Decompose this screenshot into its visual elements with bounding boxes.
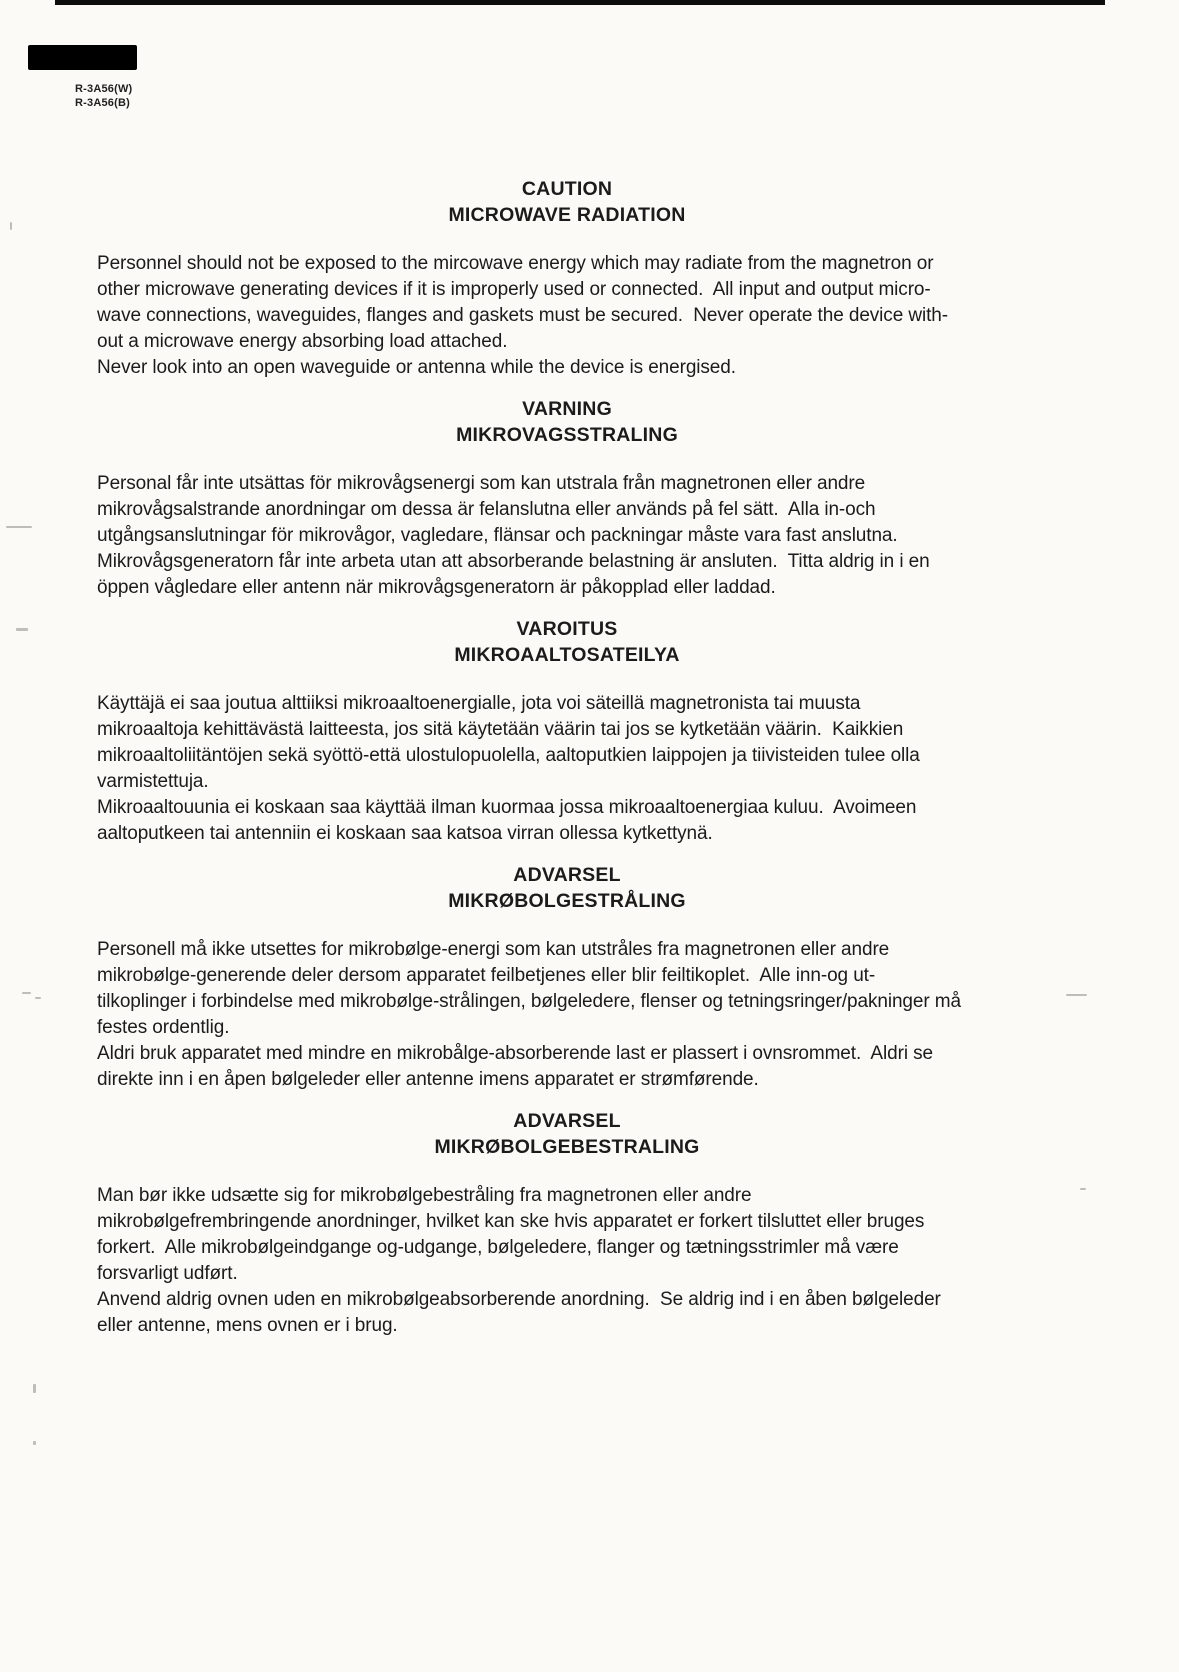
text-line: Mikrovågsgeneratorn får inte arbeta utan att absorberande belastning är ansluten. Titta aldrig in i en xyxy=(97,551,930,572)
section-heading-subject: MICROWAVE RADIATION xyxy=(448,204,686,226)
text-line: forsvarligt udført. xyxy=(97,1263,238,1284)
section-caution-english xyxy=(97,176,1037,381)
scan-artifact xyxy=(33,1441,36,1445)
text-line: Man bør ikke udsætte sig for mikrobølgebestråling fra magnetronen eller andre xyxy=(97,1185,752,1206)
section-heading-subject: MIKRØBOLGEBESTRALING xyxy=(434,1136,700,1158)
model-numbers xyxy=(75,82,132,110)
text-line: Mikroaaltouunia ei koskaan saa käyttää ilman kuormaa jossa mikroaaltoenergiaa kuluu. Avoimeen xyxy=(97,797,917,818)
section-varning-swedish xyxy=(97,396,1037,601)
text-line: direkte inn i en åpen bølgeleder eller antenne imens apparatet er strømførende. xyxy=(97,1069,759,1090)
text-line: mikrobølge-generende deler dersom apparatet feilbetjenes eller blir feiltikoplet. Alle inn-og ut- xyxy=(97,965,876,986)
section-heading-subject: MIKRØBOLGESTRÅLING xyxy=(448,890,686,912)
section-body xyxy=(97,691,1037,847)
registration-black-bar xyxy=(28,45,137,70)
text-line: Anvend aldrig ovnen uden en mikrobølgeabsorberende anordning. Se aldrig ind i en åben bølgeleder xyxy=(97,1289,941,1310)
scan-artifact xyxy=(10,222,12,230)
text-line: mikroaaltoja kehittävästä laitteesta, jos sitä käytetään väärin tai jos se kytketään väärin. Kaikkien xyxy=(97,719,904,740)
section-heading xyxy=(97,616,1037,668)
text-line: mikrovågsalstrande anordningar om dessa är felanslutna eller används på fel sätt. Alla in-och xyxy=(97,499,876,520)
section-body xyxy=(97,1183,1037,1339)
text-line: Käyttäjä ei saa joutua alttiiksi mikroaaltoenergialle, jota voi säteillä magnetronista tai muusta xyxy=(97,693,861,714)
section-heading xyxy=(97,862,1037,914)
section-heading-subject: MIKROAALTOSATEILYA xyxy=(454,644,680,666)
text-line: out a microwave energy absorbing load attached. xyxy=(97,331,508,352)
section-heading xyxy=(97,176,1037,228)
text-line: mikrobølgefrembringende anordninger, hvilket kan ske hvis apparatet er forkert tilsluttet eller bruges xyxy=(97,1211,925,1232)
scan-artifact xyxy=(33,1384,36,1393)
text-line: öppen vågledare eller antenn när mikrovågsgeneratorn är påkopplad eller laddad. xyxy=(97,577,776,598)
section-heading xyxy=(97,1108,1037,1160)
scan-artifact xyxy=(35,997,41,999)
section-advarsel-norwegian xyxy=(97,862,1037,1093)
scan-artifact xyxy=(1080,1188,1086,1190)
scan-artifact xyxy=(6,526,32,528)
text-line: Personal får inte utsättas för mikrovågsenergi som kan utstrala från magnetronen eller andre xyxy=(97,473,866,494)
text-line: Aldri bruk apparatet med mindre en mikrobålge-absorberende last er plassert i ovnsrommet. Aldri se xyxy=(97,1043,933,1064)
text-line: festes ordentlig. xyxy=(97,1017,230,1038)
section-heading-word: ADVARSEL xyxy=(513,1110,621,1132)
section-heading-word: VARNING xyxy=(522,398,612,420)
section-body xyxy=(97,937,1037,1093)
text-line: forkert. Alle mikrobølgeindgange og-udgange, bølgeledere, flanger og tætningsstrimler må være xyxy=(97,1237,899,1258)
section-heading-word: ADVARSEL xyxy=(513,864,621,886)
text-line: mikroaaltoliitäntöjen sekä syöttö-että ulostulopuolella, aaltoputkien laippojen ja tiivisteiden tulee olla xyxy=(97,745,920,766)
section-body xyxy=(97,471,1037,601)
scan-artifact xyxy=(16,628,28,631)
text-line: other microwave generating devices if it is improperly used or connected. All input and output micro- xyxy=(97,279,931,300)
text-line: tilkoplinger i forbindelse med mikrobølge-strålingen, bølgeledere, flenser og tetningsringer/pakninger må xyxy=(97,991,961,1012)
text-line: eller antenne, mens ovnen er i brug. xyxy=(97,1315,398,1336)
text-line: Never look into an open waveguide or antenna while the device is energised. xyxy=(97,357,736,378)
section-heading-subject: MIKROVAGSSTRALING xyxy=(456,424,678,446)
model-number-line: R-3A56(W) xyxy=(75,83,133,95)
text-line: aaltoputkeen tai antenniin ei koskaan saa katsoa virran ollessa kytkettynä. xyxy=(97,823,713,844)
text-line: wave connections, waveguides, flanges and gaskets must be secured. Never operate the device with- xyxy=(97,305,948,326)
scan-artifact xyxy=(22,992,31,994)
section-body xyxy=(97,251,1037,381)
text-line: Personell må ikke utsettes for mikrobølge-energi som kan utstråles fra magnetronen eller andre xyxy=(97,939,890,960)
section-advarsel-danish xyxy=(97,1108,1037,1339)
section-heading-word: VAROITUS xyxy=(516,618,618,640)
text-line: Personnel should not be exposed to the mircowave energy which may radiate from the magnetron or xyxy=(97,253,934,274)
section-heading xyxy=(97,396,1037,448)
text-line: varmistettuja. xyxy=(97,771,209,792)
text-line: utgångsanslutningar för mikrovågor, vagledare, flänsar och packningar måste vara fast anslutna. xyxy=(97,525,898,546)
scan-artifact xyxy=(1066,994,1087,996)
model-number-line: R-3A56(B) xyxy=(75,97,130,109)
document-content xyxy=(97,176,1037,1354)
section-varoitus-finnish xyxy=(97,616,1037,847)
section-heading-word: CAUTION xyxy=(521,178,613,200)
scan-edge-strip xyxy=(55,0,1105,5)
